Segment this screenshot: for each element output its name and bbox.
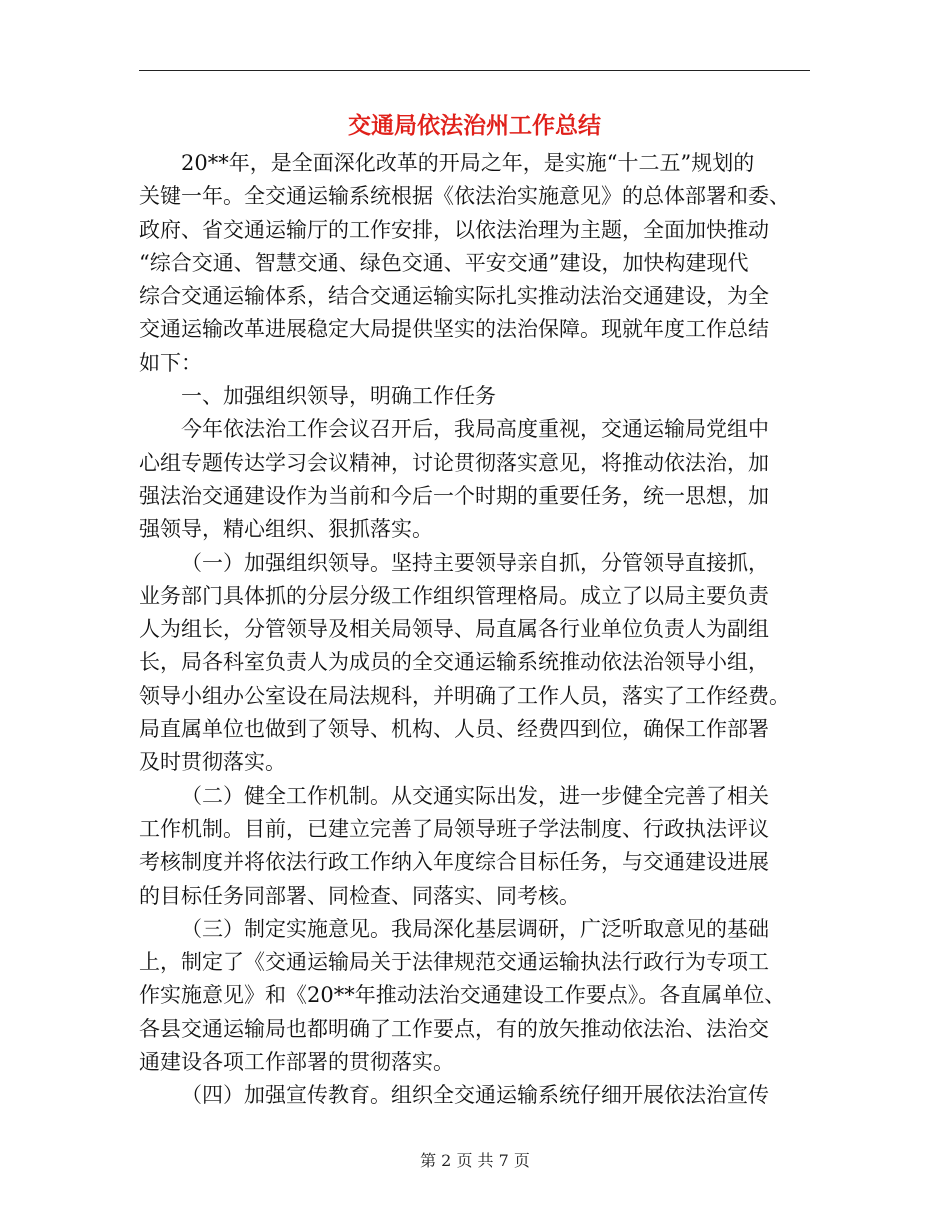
body-line: 交通运输改革进展稳定大局提供坚实的法治保障。现就年度工作总结 <box>139 317 769 342</box>
body-line: 心组专题传达学习会议精神，讨论贯彻落实意见，将推动依法治，加 <box>139 450 769 475</box>
body-line: 强法治交通建设作为当前和今后一个时期的重要任务，统一思想，加 <box>139 483 769 508</box>
body-line: 长，局各科室负责人为成员的全交通运输系统推动依法治领导小组， <box>139 650 769 675</box>
section-heading: 一、加强组织领导，明确工作任务 <box>181 384 496 409</box>
body-line: 及时贯彻落实。 <box>139 750 286 775</box>
body-line: 今年依法治工作会议召开后，我局高度重视，交通运输局党组中 <box>181 417 769 442</box>
body-line: 如下： <box>139 350 202 375</box>
body-line: 工作机制。目前，已建立完善了局领导班子学法制度、行政执法评议 <box>139 816 769 841</box>
body-line: 作实施意见》和《20**年推动法治交通建设工作要点》。各直属单位、 <box>139 983 786 1008</box>
body-line: （三）制定实施意见。我局深化基层调研，广泛听取意见的基础 <box>181 916 769 941</box>
body-line: 考核制度并将依法行政工作纳入年度综合目标任务，与交通建设进展 <box>139 850 769 875</box>
body-line: （四）加强宣传教育。组织全交通运输系统仔细开展依法治宣传 <box>181 1083 769 1108</box>
body-line: 强领导，精心组织、狠抓落实。 <box>139 517 433 542</box>
body-line: 综合交通运输体系，结合交通运输实际扎实推动法治交通建设，为全 <box>139 284 769 309</box>
body-line: 业务部门具体抓的分层分级工作组织管理格局。成立了以局主要负责 <box>139 583 769 608</box>
body-line: 上，制定了《交通运输局关于法律规范交通运输执法行政行为专项工 <box>139 950 769 975</box>
body-line: 人为组长，分管领导及相关局领导、局直属各行业单位负责人为副组 <box>139 617 769 642</box>
body-line: 各县交通运输局也都明确了工作要点，有的放矢推动依法治、法治交 <box>139 1016 769 1041</box>
body-line: 政府、省交通运输厅的工作安排，以依法治理为主题，全面加快推动 <box>139 217 769 242</box>
body-line: 领导小组办公室设在局法规科，并明确了工作人员，落实了工作经费。 <box>139 683 790 708</box>
body-line: 的目标任务同部署、同检查、同落实、同考核。 <box>139 883 580 908</box>
body-line: 通建设各项工作部署的贯彻落实。 <box>139 1050 454 1075</box>
body-line: 20**年，是全面深化改革的开局之年，是实施“十二五”规划的 <box>181 151 755 175</box>
header-rule <box>139 70 810 71</box>
body-line: （一）加强组织领导。坚持主要领导亲自抓，分管领导直接抓， <box>181 550 769 575</box>
body-line: 关键一年。全交通运输系统根据《依法治实施意见》的总体部署和委、 <box>139 184 790 209</box>
page-number: 第 2 页 共 7 页 <box>420 1151 530 1170</box>
body-line: “综合交通、智慧交通、绿色交通、平安交通”建设，加快构建现代 <box>139 250 749 275</box>
document-body <box>139 147 810 1113</box>
body-line: （二）健全工作机制。从交通实际出发，进一步健全完善了相关 <box>181 783 769 808</box>
body-line: 局直属单位也做到了领导、机构、人员、经费四到位，确保工作部署 <box>139 717 769 742</box>
document-title: 交通局依法治州工作总结 <box>348 113 601 139</box>
